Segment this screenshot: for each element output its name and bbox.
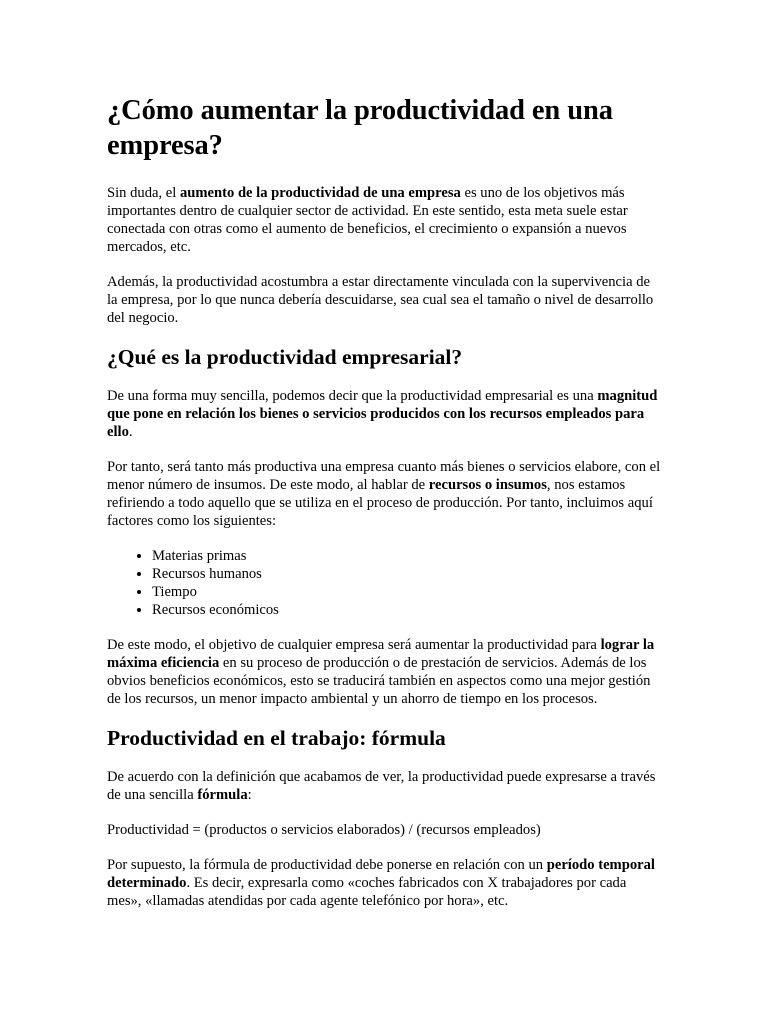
productivity-formula: Productividad = (productos o servicios elaborados) / (recursos empleados) (107, 822, 541, 838)
text-run: De una forma muy sencilla, podemos decir que la productividad empresarial es una (107, 388, 598, 404)
bold-text: aumento de la productividad de una empresa (179, 185, 461, 201)
text-run: , nos estamos refiriendo a todo aquello que se utiliza en el proceso de producción. Por tanto, incluimos aquí factores como los siguientes: (107, 477, 653, 529)
intro-paragraph-2: Además, la productividad acostumbra a estar directamente vinculada con la supervivencia de la empresa, por lo que nunca debería descuidarse, sea cual sea el tamaño o nivel de desarrollo del negocio. (107, 274, 654, 326)
page-title: ¿Cómo aumentar la productividad en una empresa? (107, 95, 613, 161)
bold-text: magnitud que pone en relación los bienes o servicios producidos con los recursos empleados para ello (107, 388, 658, 440)
text-run: Por tanto, será tanto más productiva una empresa cuanto más bienes o servicios elabore, con el menor número de insumos. De este modo, al hablar de (107, 459, 661, 493)
list-item: • Tiempo (152, 583, 663, 601)
text-run: De acuerdo con la definición que acabamos de ver, la productividad puede expresarse a través de una sencilla (107, 769, 656, 803)
text-run: . (128, 424, 133, 440)
section1-paragraph-3 (107, 636, 663, 708)
text-run: en su proceso de producción o de prestación de servicios. Además de los obvios beneficios económicos, esto se traducirá también en aspectos como una mejor gestión de los recursos, un menor impacto ambiental y un ahorro de tiempo en los procesos. (107, 655, 651, 707)
list-item: • Recursos económicos (152, 601, 663, 619)
list-item: • Materias primas (152, 547, 663, 565)
text-run: : (247, 787, 252, 803)
section2-paragraph-1 (107, 768, 663, 804)
bold-text: período temporal determinado (107, 857, 655, 891)
section1-paragraph-1 (107, 387, 663, 441)
text-run: De este modo, el objetivo de cualquier empresa será aumentar la productividad para (107, 637, 601, 653)
section-heading-productividad-empresarial: ¿Qué es la productividad empresarial? (107, 345, 463, 369)
text-run: Sin duda, el (107, 185, 180, 201)
document-page (107, 93, 663, 927)
section1-paragraph-2 (107, 458, 663, 530)
section2-paragraph-2 (107, 856, 663, 910)
list-item: • Recursos humanos (152, 565, 663, 583)
bold-text: fórmula (197, 787, 248, 803)
intro-paragraph-1 (107, 184, 663, 256)
text-run: Por supuesto, la fórmula de productividad debe ponerse en relación con un (107, 857, 547, 873)
resources-list (107, 547, 663, 619)
bold-text: lograr la máxima eficiencia (107, 637, 655, 671)
text-run: es uno de los objetivos más importantes dentro de cualquier sector de actividad. En este sentido, esta meta suele estar conectada con otras como el aumento de beneficios, el crecimiento o expansión a nuevos mercados, etc. (107, 185, 628, 255)
bold-text: recursos o insumos (428, 477, 547, 493)
section-heading-formula: Productividad en el trabajo: fórmula (107, 726, 446, 750)
text-run: . Es decir, expresarla como «coches fabricados con X trabajadores por cada mes», «llamadas atendidas por cada agente telefónico por hora», etc. (107, 875, 627, 909)
